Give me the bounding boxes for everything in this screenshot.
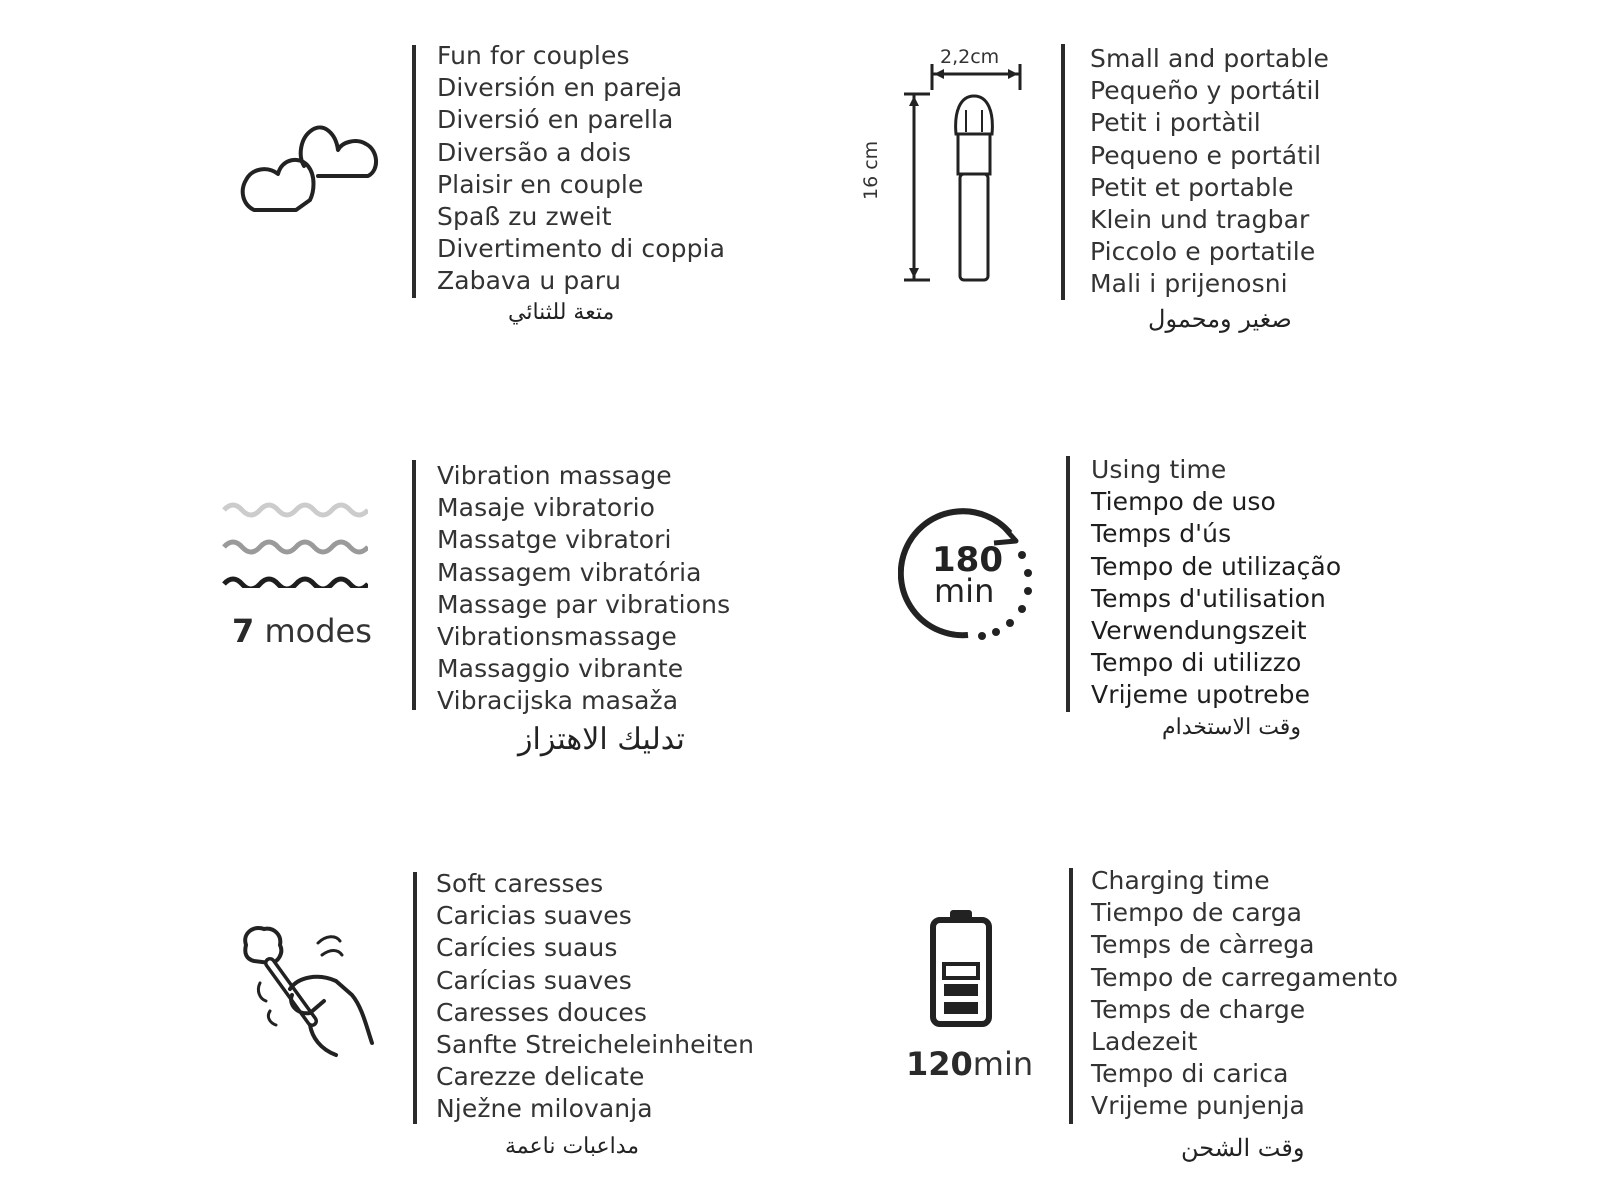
translation-line: Tempo de carregamento [1091,962,1399,992]
hand-brush-icon [240,925,380,1060]
charging-caption [906,1045,1033,1083]
translation-line: Nježne milovanja [436,1094,653,1124]
translation-line: Caresses douces [436,997,647,1027]
timer-number: 180 [932,540,1003,580]
translation-line: Masaje vibratorio [437,493,656,523]
translation-line: Vrijeme upotrebe [1091,680,1311,710]
brush-dimensions-icon [870,40,1030,290]
translation-line: Temps de charge [1091,994,1306,1024]
translation-line: Mali i prijenosni [1090,269,1288,299]
translation-line: Carezze delicate [436,1062,645,1092]
feature-translations [1091,865,1398,1123]
divider-bar [412,460,416,710]
arabic-label: صغير ومحمول [1148,305,1292,333]
two-hearts-icon [240,100,380,220]
feature-translations [1091,454,1341,712]
feature-translations [436,868,754,1126]
modes-caption [232,612,372,650]
arabic-label: تدليك الاهتزاز [518,722,685,757]
translation-line: Massage par vibrations [437,589,731,619]
translation-line: Tempo di utilizzo [1091,648,1302,678]
feature-translations [1090,43,1329,301]
translation-line: Spaß zu zweit [437,202,612,232]
translation-line: Vibrationsmassage [437,622,677,652]
translation-line: Petit i portàtil [1090,108,1261,138]
divider-bar [1061,44,1065,300]
translation-line: Tiempo de uso [1091,487,1276,517]
translation-line: Massagem vibratória [437,557,702,587]
translation-line: Petit et portable [1090,172,1294,202]
translation-line: Temps de càrrega [1091,930,1315,960]
timer-unit: min [934,572,995,610]
divider-bar [413,872,417,1124]
feature-translations [437,40,725,298]
translation-line: Diversión en pareja [437,73,683,103]
dimension-width: 2,2cm [940,46,1000,68]
translation-line: Soft caresses [436,869,604,898]
translation-line: Massaggio vibrante [437,654,684,684]
divider-bar [1069,868,1073,1124]
translation-line: Klein und tragbar [1090,205,1310,235]
translation-line: Piccolo e portatile [1090,237,1316,267]
translation-line: Fun for couples [437,41,630,70]
translation-line: Zabava u paru [437,266,622,296]
translation-line: Using time [1091,455,1227,484]
translation-line: Vrijeme punjenja [1091,1091,1305,1121]
modes-unit: modes [264,612,372,650]
arabic-label: وقت الشحن [1181,1134,1305,1162]
translation-line: Temps d'utilisation [1091,583,1326,613]
battery-icon [930,908,992,1028]
dimension-height: 16 cm [860,140,882,200]
arabic-label: متعة للثنائي [508,300,615,325]
divider-bar [412,45,416,298]
translation-line: Diversió en parella [437,105,674,135]
waves-icon [222,498,368,588]
translation-line: Tiempo de carga [1091,898,1303,928]
translation-line: Carícias suaves [436,965,632,995]
translation-line: Divertimento di coppia [437,234,726,264]
translation-line: Pequeno e portátil [1090,140,1322,170]
translation-line: Temps d'ús [1091,519,1232,549]
charging-unit: min [972,1045,1034,1083]
charging-number: 120 [906,1045,973,1083]
translation-line: Pequeño y portátil [1090,76,1321,106]
translation-line: Small and portable [1090,44,1329,73]
translation-line: Tempo di carica [1091,1059,1289,1089]
translation-line: Carícies suaus [436,933,618,963]
translation-line: Vibracijska masaža [437,686,679,716]
translation-line: Tempo de utilização [1091,551,1342,581]
translation-line: Massatge vibratori [437,525,672,555]
translation-line: Verwendungszeit [1091,616,1307,646]
translation-line: Diversão a dois [437,137,632,167]
arabic-label: مداعبات ناعمة [505,1134,640,1159]
translation-line: Plaisir en couple [437,169,644,199]
translation-line: Sanfte Streicheleinheiten [436,1030,755,1060]
modes-number: 7 [232,612,255,650]
translation-line: Caricias suaves [436,901,632,931]
divider-bar [1066,456,1070,712]
arabic-label: وقت الاستخدام [1162,715,1301,740]
translation-line: Vibration massage [437,461,672,490]
translation-line: Ladezeit [1091,1027,1198,1057]
feature-translations [437,460,730,718]
translation-line: Charging time [1091,866,1270,895]
